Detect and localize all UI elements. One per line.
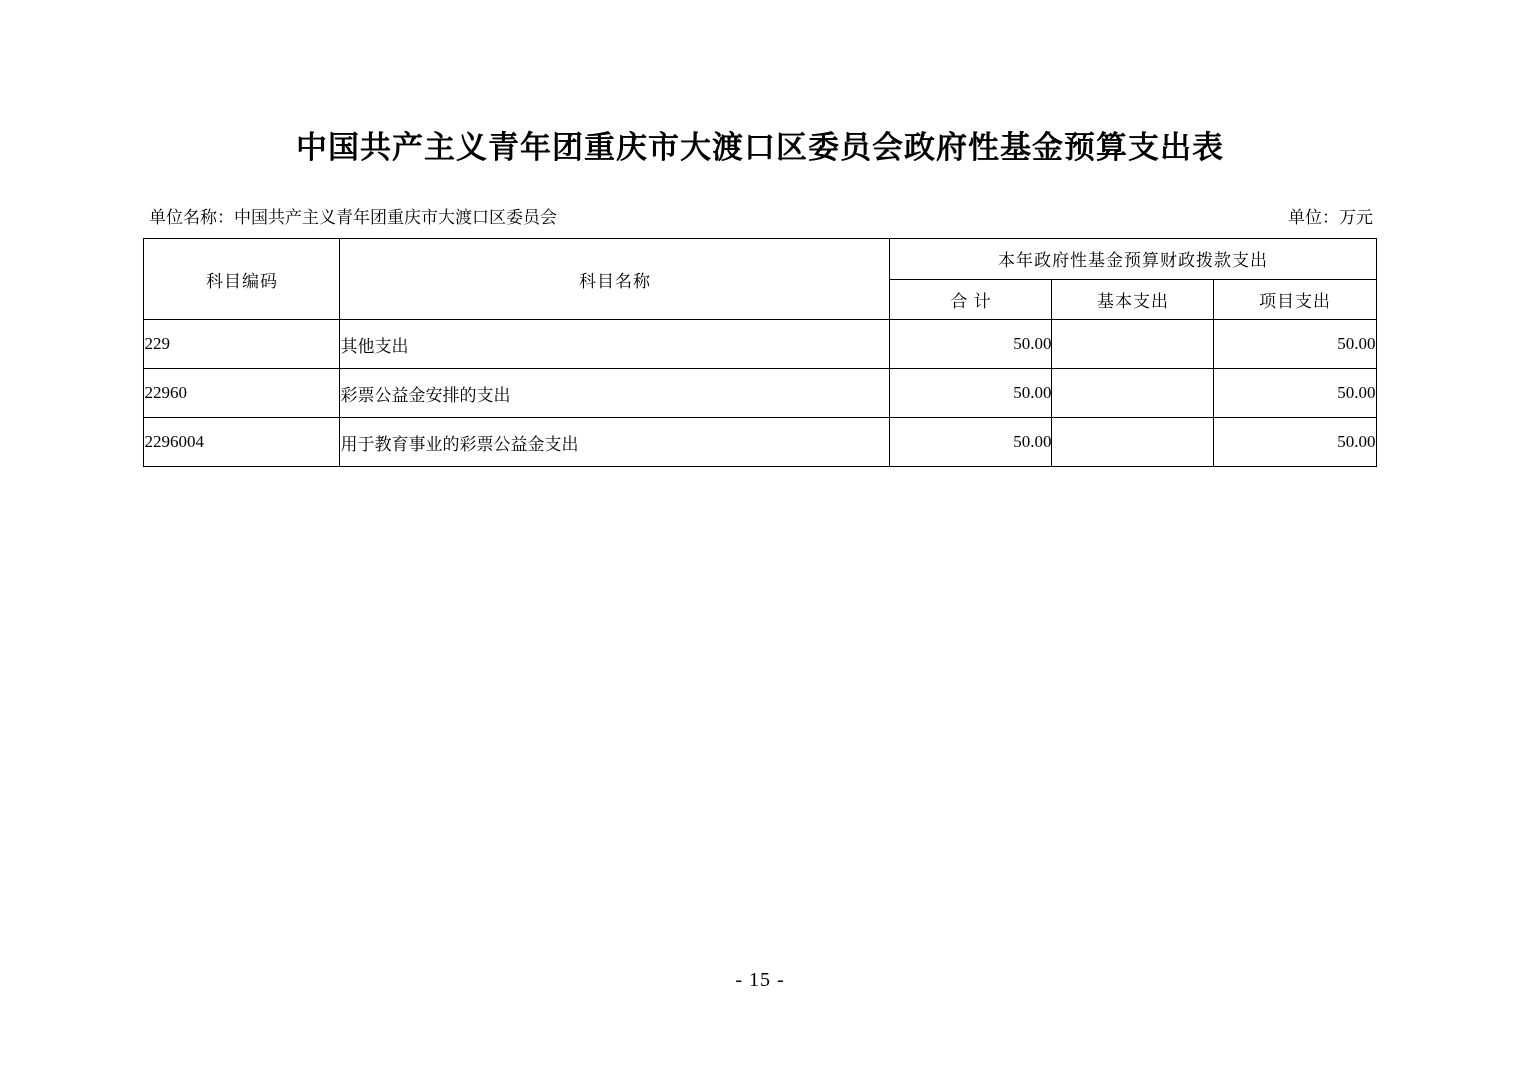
column-header-name: 科目名称 bbox=[340, 239, 890, 320]
cell-name: 彩票公益金安排的支出 bbox=[340, 369, 890, 418]
cell-basic bbox=[1052, 369, 1214, 418]
table-body bbox=[144, 320, 1376, 467]
cell-project: 50.00 bbox=[1214, 369, 1376, 418]
table-meta-row bbox=[144, 168, 1376, 230]
cell-code: 22960 bbox=[144, 369, 340, 418]
column-header-project: 项目支出 bbox=[1214, 279, 1376, 320]
cell-project: 50.00 bbox=[1214, 320, 1376, 369]
page-number: - 15 - bbox=[735, 969, 785, 991]
table-header-row-1 bbox=[144, 239, 1376, 280]
cell-name: 其他支出 bbox=[340, 320, 890, 369]
cell-code: 2296004 bbox=[144, 418, 340, 467]
cell-project: 50.00 bbox=[1214, 418, 1376, 467]
cell-basic bbox=[1052, 320, 1214, 369]
cell-name: 用于教育事业的彩票公益金支出 bbox=[340, 418, 890, 467]
unit-name-label: 单位名称：中国共产主义青年团重庆市大渡口区委员会 bbox=[149, 208, 557, 228]
page-title: 中国共产主义青年团重庆市大渡口区委员会政府性基金预算支出表 bbox=[296, 130, 1224, 165]
cell-code: 229 bbox=[144, 320, 340, 369]
column-header-total: 合 计 bbox=[890, 279, 1052, 320]
cell-total: 50.00 bbox=[890, 320, 1052, 369]
cell-total: 50.00 bbox=[890, 418, 1052, 467]
unit-measure-label: 单位：万元 bbox=[1288, 208, 1373, 228]
budget-table bbox=[143, 238, 1376, 467]
column-header-code: 科目编码 bbox=[144, 239, 340, 320]
table-row bbox=[144, 320, 1376, 369]
cell-basic bbox=[1052, 418, 1214, 467]
table-row bbox=[144, 418, 1376, 467]
table-row bbox=[144, 369, 1376, 418]
column-header-basic: 基本支出 bbox=[1052, 279, 1214, 320]
column-header-group: 本年政府性基金预算财政拨款支出 bbox=[890, 239, 1376, 280]
table-header bbox=[144, 239, 1376, 320]
cell-total: 50.00 bbox=[890, 369, 1052, 418]
